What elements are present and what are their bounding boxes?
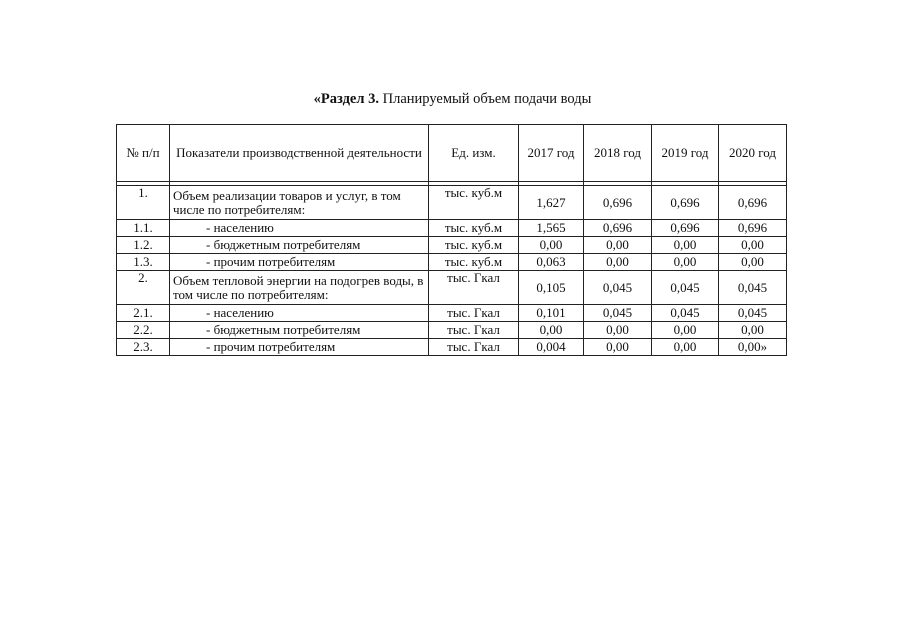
row-value-2019: 0,00 (652, 339, 719, 356)
table-row (117, 220, 787, 237)
row-num: 2.2. (117, 322, 170, 339)
row-name: Объем реализации товаров и услуг, в том числе по потребителям: (170, 186, 429, 220)
row-unit: тыс. куб.м (429, 186, 519, 220)
row-value-2020: 0,045 (719, 271, 787, 305)
table-row (117, 271, 787, 305)
header-name: Показатели производственной деятельности (170, 125, 429, 182)
row-value-2018: 0,045 (584, 305, 652, 322)
header-unit: Ед. изм. (429, 125, 519, 182)
row-value-2020: 0,00» (719, 339, 787, 356)
row-value-2017: 0,101 (519, 305, 584, 322)
row-value-2019: 0,045 (652, 271, 719, 305)
row-value-2020: 0,00 (719, 254, 787, 271)
header-2017: 2017 год (519, 125, 584, 182)
row-value-2018: 0,00 (584, 254, 652, 271)
row-value-2017: 0,00 (519, 237, 584, 254)
row-value-2020: 0,696 (719, 220, 787, 237)
row-unit: тыс. куб.м (429, 220, 519, 237)
header-2019: 2019 год (652, 125, 719, 182)
table-row (117, 186, 787, 220)
row-value-2017: 1,565 (519, 220, 584, 237)
row-name: - населению (170, 305, 429, 322)
row-name: - прочим потребителям (170, 254, 429, 271)
row-value-2018: 0,00 (584, 237, 652, 254)
section-title-text: Планируемый объем подачи воды (382, 91, 592, 107)
table-row (117, 322, 787, 339)
row-value-2019: 0,00 (652, 322, 719, 339)
row-unit: тыс. куб.м (429, 254, 519, 271)
row-unit: тыс. куб.м (429, 237, 519, 254)
row-value-2019: 0,00 (652, 254, 719, 271)
row-name: - бюджетным потребителям (170, 237, 429, 254)
row-value-2018: 0,696 (584, 186, 652, 220)
row-value-2017: 0,105 (519, 271, 584, 305)
row-num: 1. (117, 186, 170, 220)
row-value-2020: 0,696 (719, 186, 787, 220)
row-num: 2.1. (117, 305, 170, 322)
header-2018: 2018 год (584, 125, 652, 182)
row-value-2019: 0,696 (652, 186, 719, 220)
row-num: 1.2. (117, 237, 170, 254)
row-num: 2.3. (117, 339, 170, 356)
header-2020: 2020 год (719, 125, 787, 182)
row-name: - прочим потребителям (170, 339, 429, 356)
table-row (117, 237, 787, 254)
row-value-2018: 0,00 (584, 322, 652, 339)
row-value-2017: 1,627 (519, 186, 584, 220)
row-num: 1.3. (117, 254, 170, 271)
table-header-row (117, 125, 787, 182)
header-num: № п/п (117, 125, 170, 182)
row-value-2020: 0,045 (719, 305, 787, 322)
table-row (117, 254, 787, 271)
row-name: - бюджетным потребителям (170, 322, 429, 339)
table-row (117, 305, 787, 322)
row-value-2018: 0,045 (584, 271, 652, 305)
row-unit: тыс. Гкал (429, 271, 519, 305)
row-num: 2. (117, 271, 170, 305)
section-title-number: «Раздел 3. (313, 91, 379, 107)
section-title (0, 90, 905, 108)
row-value-2020: 0,00 (719, 322, 787, 339)
water-supply-table (116, 124, 787, 356)
row-value-2018: 0,696 (584, 220, 652, 237)
row-value-2019: 0,00 (652, 237, 719, 254)
row-value-2019: 0,696 (652, 220, 719, 237)
row-unit: тыс. Гкал (429, 305, 519, 322)
row-name: Объем тепловой энергии на подогрев воды, в том числе по потребителям: (170, 271, 429, 305)
table-row (117, 339, 787, 356)
row-unit: тыс. Гкал (429, 339, 519, 356)
row-num: 1.1. (117, 220, 170, 237)
row-value-2017: 0,004 (519, 339, 584, 356)
row-value-2020: 0,00 (719, 237, 787, 254)
row-unit: тыс. Гкал (429, 322, 519, 339)
row-value-2017: 0,00 (519, 322, 584, 339)
row-value-2019: 0,045 (652, 305, 719, 322)
row-value-2018: 0,00 (584, 339, 652, 356)
row-name: - населению (170, 220, 429, 237)
row-value-2017: 0,063 (519, 254, 584, 271)
